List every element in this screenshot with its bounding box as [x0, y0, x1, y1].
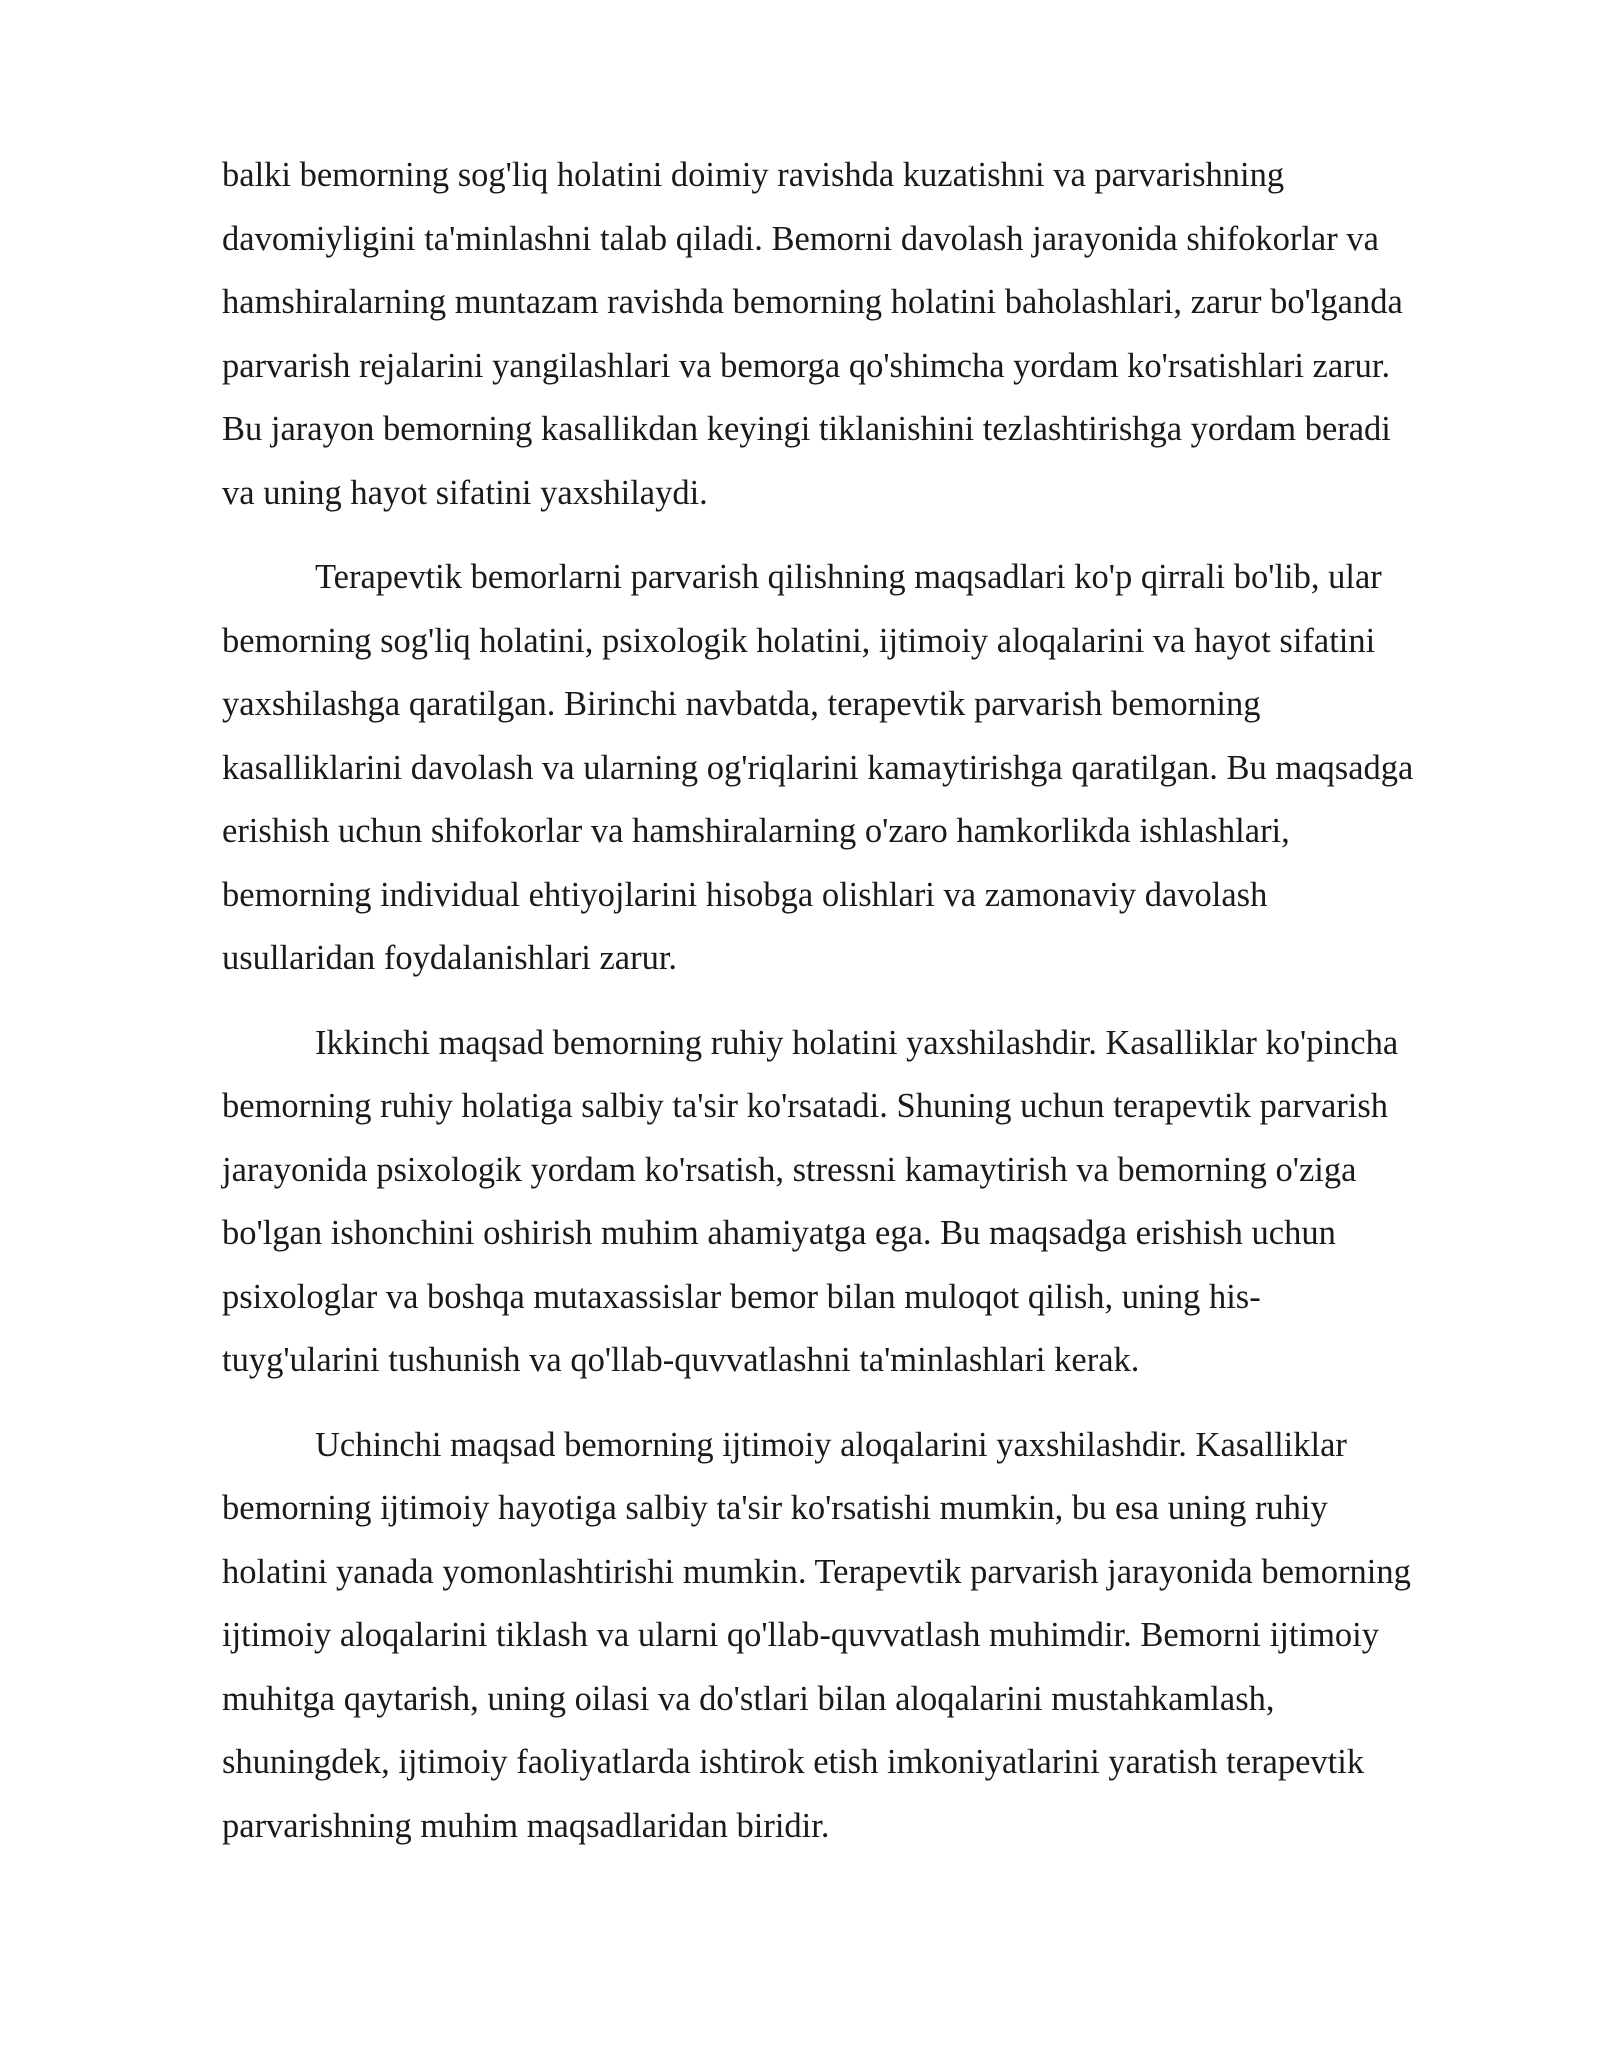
- text-line: bemorning individual ehtiyojlarini hisobga olishlari va zamonaviy davolash: [222, 875, 1268, 914]
- text-line: bemorning ruhiy holatiga salbiy ta'sir ko'rsatadi. Shuning uchun terapevtik parvarish: [222, 1087, 1389, 1125]
- text-line: psixologlar va boshqa mutaxassislar bemor bilan muloqot qilish, uning his-: [222, 1277, 1261, 1316]
- document-body: [222, 144, 1498, 1858]
- text-line: Ikkinchi maqsad bemorning ruhiy holatini yaxshilashdir. Kasalliklar ko'pincha: [315, 1023, 1399, 1062]
- text-line: bemorning sog'liq holatini, psixologik holatini, ijtimoiy aloqalarini va hayot sifatini: [222, 621, 1376, 660]
- text-line: va uning hayot sifatini yaxshilaydi.: [222, 473, 708, 512]
- text-line: erishish uchun shifokorlar va hamshiralarning o'zaro hamkorlikda ishlashlari,: [222, 812, 1290, 850]
- text-line: bo'lgan ishonchini oshirish muhim ahamiyatga ega. Bu maqsadga erishish uchun: [222, 1214, 1336, 1252]
- text-line: balki bemorning sog'liq holatini doimiy ravishda kuzatishni va parvarishning: [222, 156, 1285, 194]
- text-line: muhitga qaytarish, uning oilasi va do'stlari bilan aloqalarini mustahkamlash,: [222, 1679, 1275, 1718]
- text-line: ijtimoiy aloqalarini tiklash va ularni qo'llab-quvvatlash muhimdir. Bemorni ijtimoiy: [222, 1616, 1380, 1654]
- text-line: davomiyligini ta'minlashni talab qiladi. Bemorni davolash jarayonida shifokorlar va: [222, 219, 1379, 258]
- text-line: holatini yanada yomonlashtirishi mumkin. Terapevtik parvarish jarayonida bemorning: [222, 1552, 1411, 1591]
- text-line: usullaridan foydalanishlari zarur.: [222, 939, 678, 977]
- paragraph-1: [222, 144, 1498, 525]
- paragraph-3: [222, 1012, 1498, 1393]
- paragraph-2: [222, 546, 1498, 991]
- text-line: yaxshilashga qaratilgan. Birinchi navbatda, terapevtik parvarish bemorning: [222, 685, 1261, 723]
- text-line: shuningdek, ijtimoiy faoliyatlarda ishtirok etish imkoniyatlarini yaratish terapevtik: [222, 1743, 1365, 1781]
- text-line: tuyg'ularini tushunish va qo'llab-quvvatlashni ta'minlashlari kerak.: [222, 1341, 1140, 1379]
- text-line: Terapevtik bemorlarni parvarish qilishning maqsadlari ko'p qirrali bo'lib, ular: [315, 558, 1382, 596]
- text-line: parvarish rejalarini yangilashlari va bemorga qo'shimcha yordam ko'rsatishlari zarur.: [222, 346, 1391, 385]
- text-line: Bu jarayon bemorning kasallikdan keyingi tiklanishini tezlashtirishga yordam beradi: [222, 410, 1391, 448]
- text-line: bemorning ijtimoiy hayotiga salbiy ta'sir ko'rsatishi mumkin, bu esa uning ruhiy: [222, 1489, 1328, 1527]
- text-line: hamshiralarning muntazam ravishda bemorning holatini baholashlari, zarur bo'lganda: [222, 283, 1403, 321]
- text-line: kasalliklarini davolash va ularning og'riqlarini kamaytirishga qaratilgan. Bu maqsadga: [222, 748, 1414, 787]
- text-line: parvarishning muhim maqsadlaridan biridir.: [222, 1806, 830, 1845]
- text-line: Uchinchi maqsad bemorning ijtimoiy aloqalarini yaxshilashdir. Kasalliklar: [315, 1425, 1347, 1464]
- text-line: jarayonida psixologik yordam ko'rsatish, stressni kamaytirish va bemorning o'ziga: [222, 1150, 1357, 1189]
- paragraph-4: [222, 1414, 1498, 1859]
